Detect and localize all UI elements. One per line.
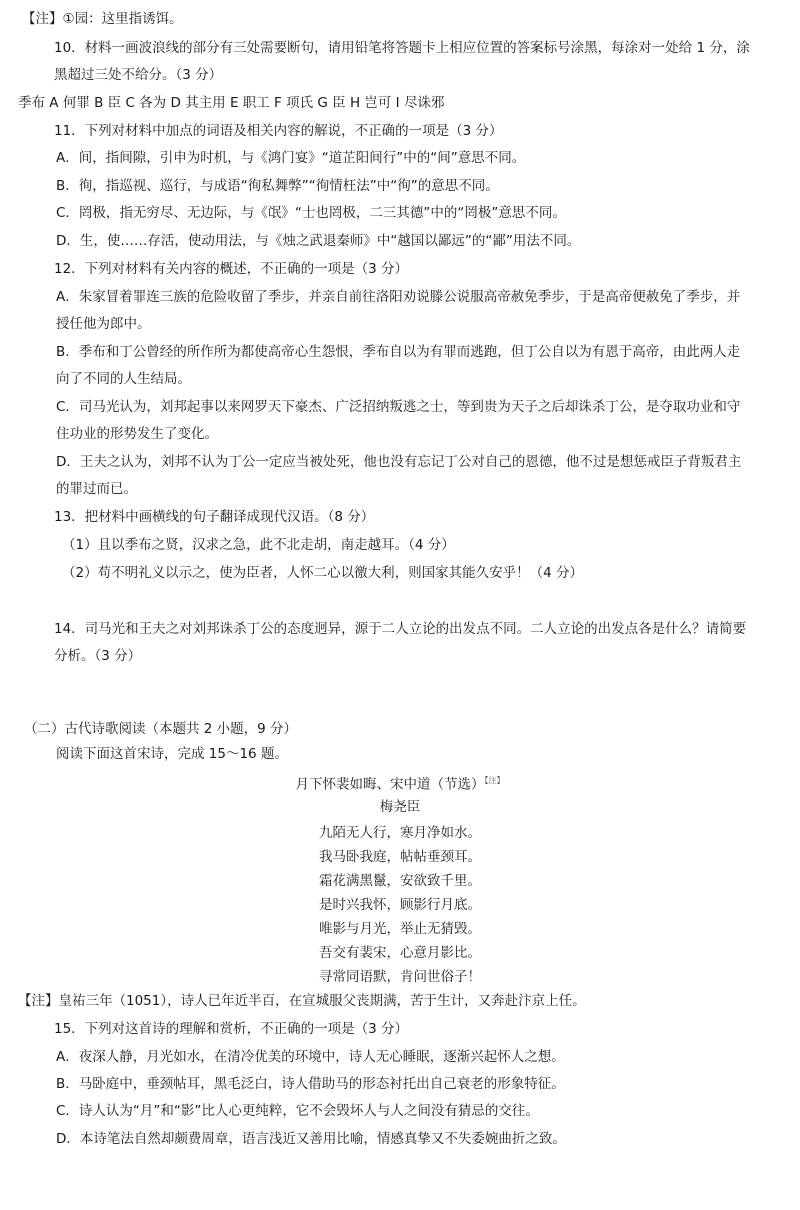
poem-line-3: 霜花满黑鬣，安欲致千里。 [319,873,481,889]
question-13-sentence-2: （2）苟不明礼义以示之，使为臣者，人怀二心以徼大利，则国家其能久安乎！（4 分） [62,565,583,581]
question-12-option-a-line-2: 授任他为郎中。 [56,316,151,332]
question-12-option-d-line-2: 的罪过而已。 [56,481,137,497]
question-10-line-1: 10．材料一画波浪线的部分有三处需要断句，请用铅笔将答题卡上相应位置的答案标号涂黑，每涂对一处给 1 分，涂 [54,40,750,56]
question-10-line-2: 黑超过三处不给分。（3 分） [54,67,223,83]
poem-line-5: 唯影与月光，举止无猜毁。 [319,921,481,937]
question-12-option-c-line-2: 住功业的形势发生了变化。 [56,426,218,442]
question-11-option-b: B．徇，指巡视、巡行，与成语“徇私舞弊”“徇情枉法”中“徇”的意思不同。 [56,178,499,194]
question-12-option-d-line-1: D．王夫之认为，刘邦不认为丁公一定应当被处死，他也没有忘记丁公对自己的恩德，他不过是想惩戒臣子背叛君主 [56,454,742,470]
question-11-stem: 11．下列对材料中加点的词语及相关内容的解说，不正确的一项是（3 分） [54,123,503,139]
question-15-option-d: D．本诗笔法自然却颇费周章，语言浅近又善用比喻，情感真挚又不失委婉曲折之致。 [56,1131,566,1147]
question-15-option-b: B．马卧庭中，垂颈帖耳，黑毛泛白，诗人借助马的形态衬托出自己衰老的形象特征。 [56,1076,565,1092]
question-12-option-a-line-1: A．朱家冒着罪连三族的危险收留了季步，并亲自前往洛阳劝说滕公说服高帝赦免季步，于是高帝便赦免了季步，并 [56,289,741,305]
question-15-stem: 15．下列对这首诗的理解和赏析，不正确的一项是（3 分） [54,1021,409,1037]
poem-line-2: 我马卧我庭，帖帖垂颈耳。 [319,849,481,865]
question-15-option-a: A．夜深人静，月光如水，在清冷优美的环境中，诗人无心睡眠，逐渐兴起怀人之想。 [56,1049,565,1065]
question-12-option-b-line-2: 向了不同的人生结局。 [56,371,191,387]
question-14-line-1: 14．司马光和王夫之对刘邦诛杀丁公的态度迥异，源于二人立论的出发点不同。二人立论的出发点各是什么？请简要 [54,621,747,637]
question-11-option-c: C．罔极，指无穷尽、无边际，与《氓》“士也罔极，二三其德”中的“罔极”意思不同。 [56,205,566,221]
poem-title: 月下怀裴如晦、宋中道（节选） [295,776,485,793]
poem-line-1: 九陌无人行，寒月净如水。 [319,825,481,841]
poem-author: 梅尧臣 [379,799,421,815]
question-11-option-d: D．生，使……存活，使动用法，与《烛之武退秦师》中“越国以鄙远”的“鄙”用法不同。 [56,233,581,249]
note-1: 【注】①园：这里指诱饵。 [22,11,183,27]
question-10-answer-line: 季布 A 何罪 B 臣 C 各为 D 其主用 E 职工 F 项氏 G 臣 H 岂可 I 尽诛邪 [18,95,445,111]
question-14-line-2: 分析。（3 分） [54,648,142,664]
poem-line-7: 寻常同语默，肯问世俗子！ [319,969,481,985]
question-12-option-c-line-1: C．司马光认为，刘邦起事以来网罗天下豪杰、广泛招纳叛逃之士，等到贵为天子之后却诛杀丁公，是夺取功业和守 [56,399,741,415]
section-2-instruction: 阅读下面这首宋诗，完成 15～16 题。 [56,746,288,762]
section-2-heading: （二）古代诗歌阅读（本题共 2 小题，9 分） [24,721,298,737]
poem-line-6: 吾交有裴宋，心意月影比。 [319,945,481,961]
question-12-stem: 12．下列对材料有关内容的概述，不正确的一项是（3 分） [54,261,409,277]
note-2: 【注】皇祐三年（1051），诗人已年近半百，在宣城服父丧期满，苦于生计，又奔赴汴京上任。 [18,993,586,1009]
poem-title-line [0,771,800,795]
poem-line-4: 是时兴我怀，顾影行月底。 [319,897,481,913]
question-11-option-a: A．间，指间隙，引申为时机，与《鸿门宴》“道芷阳间行”中的“间”意思不同。 [56,150,526,166]
question-13-sentence-1: （1）且以季布之贤，汉求之急，此不北走胡，南走越耳。（4 分） [62,537,455,553]
poem-title-note-marker: 【注】 [484,776,505,785]
question-13-stem: 13．把材料中画横线的句子翻译成现代汉语。（8 分） [54,509,375,525]
question-15-option-c: C．诗人认为“月”和“影”比人心更纯粹，它不会毁坏人与人之间没有猜忌的交往。 [56,1103,539,1119]
question-12-option-b-line-1: B．季布和丁公曾经的所作所为都使高帝心生怨恨，季布自以为有罪而逃跑，但丁公自以为有恩于高帝，由此两人走 [56,344,741,360]
